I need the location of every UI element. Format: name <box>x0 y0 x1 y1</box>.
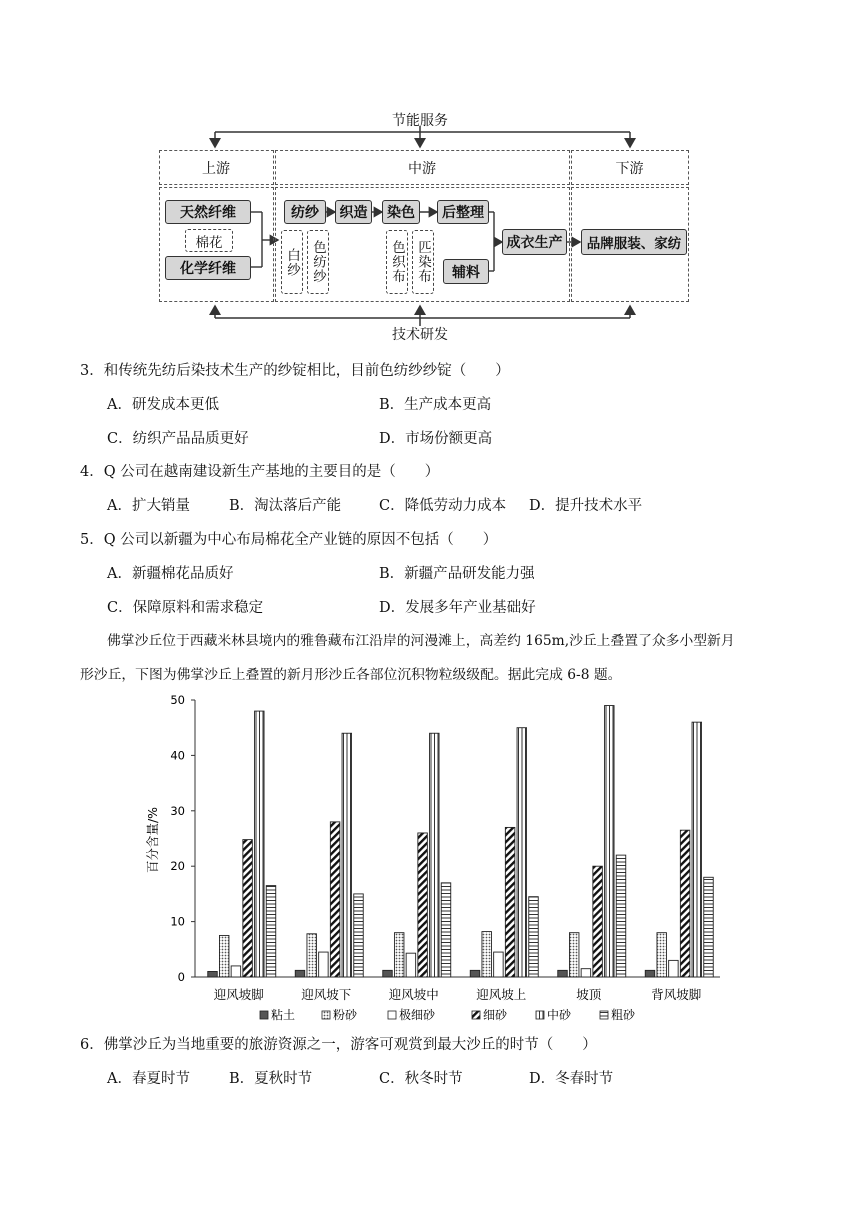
x-tick-label: 迎风坡脚 <box>213 987 264 1002</box>
bar-中砂-迎风坡中 <box>430 733 440 977</box>
q5-stem: 5．Q 公司以新疆为中心布局棉花全产业链的原因不包括（ ） <box>80 532 498 548</box>
q5-option-c: C．保障原料和需求稳定 <box>107 600 264 616</box>
bar-粉砂-迎风坡脚 <box>219 935 229 977</box>
bar-粉砂-背风坡脚 <box>657 933 667 977</box>
legend-swatch-粗砂 <box>600 1011 608 1019</box>
bar-粗砂-迎风坡上 <box>529 897 539 977</box>
legend-swatch-细砂 <box>472 1011 480 1019</box>
upstream-label: 上游 <box>202 161 230 177</box>
bar-粗砂-迎风坡脚 <box>266 886 276 977</box>
q5-option-d: D．发展多年产业基础好 <box>379 600 536 616</box>
q6-option-b: B．夏秋时节 <box>229 1071 313 1087</box>
q6-option-c: C．秋冬时节 <box>379 1071 463 1087</box>
bar-细砂-迎风坡下 <box>330 822 340 977</box>
legend-label-极细砂: 极细砂 <box>399 1008 436 1022</box>
legend-swatch-粘土 <box>260 1011 268 1019</box>
intro-line-2: 形沙丘，下图为佛掌沙丘上叠置的新月形沙丘各部位沉积物粒级级配。据此完成 6-8 题。 <box>80 667 622 683</box>
y-tick-label: 50 <box>170 693 185 707</box>
intro-line-1: 佛掌沙丘位于西藏米林县境内的雅鲁藏布江沿岸的河漫滩上，高差约 165m,沙丘上叠置了众多小型新月 <box>107 633 735 649</box>
bar-粗砂-背风坡脚 <box>704 877 714 977</box>
color-cloth-box: 色织布 <box>386 230 408 294</box>
legend-swatch-极细砂 <box>388 1011 396 1019</box>
midstream-label: 中游 <box>408 161 436 177</box>
x-tick-label: 迎风坡下 <box>301 987 352 1002</box>
dyeing-box: 染色 <box>382 200 420 224</box>
bar-粗砂-迎风坡下 <box>354 894 364 977</box>
y-tick-label: 30 <box>170 803 185 818</box>
x-tick-label: 迎风坡中 <box>388 987 439 1002</box>
q4-option-d: D．提升技术水平 <box>529 498 643 514</box>
legend-label-中砂: 中砂 <box>547 1008 572 1022</box>
q6-option-d: D．冬春时节 <box>529 1071 614 1087</box>
x-tick-label: 坡顶 <box>576 987 602 1002</box>
q6-option-a: A．春夏时节 <box>107 1071 190 1087</box>
bar-粉砂-迎风坡上 <box>482 932 492 977</box>
legend-swatch-中砂 <box>536 1011 544 1019</box>
bar-中砂-迎风坡脚 <box>255 711 264 977</box>
white-yarn-box: 白纱 <box>281 230 303 294</box>
bar-粉砂-迎风坡中 <box>394 933 404 977</box>
downstream-header-box <box>571 150 689 185</box>
weaving-box: 织造 <box>335 200 372 224</box>
y-tick-label: 20 <box>170 859 185 874</box>
bar-细砂-迎风坡中 <box>418 833 428 977</box>
bar-细砂-迎风坡上 <box>505 827 514 977</box>
bar-中砂-背风坡脚 <box>692 722 702 977</box>
q5-option-a: A．新疆棉花品质好 <box>107 566 234 582</box>
bar-粘土-迎风坡下 <box>295 970 305 977</box>
energy-service-label: 节能服务 <box>392 113 448 129</box>
bar-细砂-坡顶 <box>593 866 603 977</box>
bar-粘土-背风坡脚 <box>645 970 655 977</box>
q4-option-c: C．降低劳动力成本 <box>379 498 507 514</box>
bar-细砂-迎风坡脚 <box>243 840 253 977</box>
q4-stem: 4．Q 公司在越南建设新生产基地的主要目的是（ ） <box>80 464 440 480</box>
bar-粗砂-坡顶 <box>616 855 626 977</box>
spinning-box: 纺纱 <box>284 200 326 224</box>
legend-label-细砂: 细砂 <box>483 1008 508 1022</box>
y-axis-label: 百分含量/% <box>145 806 160 874</box>
chemical-fiber-box: 化学纤维 <box>165 256 251 280</box>
bar-极细砂-迎风坡中 <box>406 953 416 977</box>
bar-细砂-背风坡脚 <box>680 830 690 977</box>
y-tick-label: 10 <box>170 914 185 929</box>
bar-极细砂-坡顶 <box>581 969 591 977</box>
brand-apparel-box: 品牌服装、家纺 <box>581 229 687 255</box>
grain-size-chart <box>140 690 740 1025</box>
color-yarn-box: 色纺纱 <box>307 230 329 294</box>
bar-极细砂-迎风坡脚 <box>231 966 241 977</box>
bar-极细砂-背风坡脚 <box>669 960 679 977</box>
bar-粗砂-迎风坡中 <box>441 883 451 977</box>
tech-rd-label: 技术研发 <box>392 327 448 343</box>
q3-option-a: A．研发成本更低 <box>107 397 219 413</box>
legend-label-粘土: 粘土 <box>271 1008 296 1022</box>
legend-label-粉砂: 粉砂 <box>333 1008 358 1022</box>
q4-option-b: B．淘汰落后产能 <box>229 498 342 514</box>
bar-粘土-坡顶 <box>558 970 568 977</box>
midstream-header-box <box>275 150 570 185</box>
q5-option-b: B．新疆产品研发能力强 <box>379 566 535 582</box>
dyed-cloth-box: 匹染布 <box>412 230 434 294</box>
bar-粘土-迎风坡中 <box>383 970 393 977</box>
bar-粘土-迎风坡脚 <box>208 971 218 977</box>
x-tick-label: 背风坡脚 <box>651 987 702 1002</box>
garment-box: 成衣生产 <box>502 229 567 255</box>
bar-中砂-迎风坡上 <box>517 728 527 977</box>
q3-option-c: C．纺织产品品质更好 <box>107 431 249 447</box>
upstream-header-box <box>159 150 274 185</box>
legend-swatch-粉砂 <box>322 1011 330 1019</box>
q6-stem: 6．佛掌沙丘为当地重要的旅游资源之一，游客可观赏到最大沙丘的时节（ ） <box>80 1037 597 1053</box>
x-tick-label: 迎风坡上 <box>476 987 527 1002</box>
y-tick-label: 40 <box>170 748 185 763</box>
q4-option-a: A．扩大销量 <box>107 498 190 514</box>
legend-label-粗砂: 粗砂 <box>611 1008 636 1022</box>
natural-fiber-box: 天然纤维 <box>165 200 251 224</box>
bar-粉砂-迎风坡下 <box>307 934 317 977</box>
y-tick-label: 0 <box>177 970 185 984</box>
bar-中砂-坡顶 <box>605 706 615 977</box>
bar-粉砂-坡顶 <box>569 933 579 977</box>
accessories-box: 辅料 <box>443 259 489 284</box>
q3-option-b: B．生产成本更高 <box>379 397 492 413</box>
q3-stem: 3．和传统先纺后染技术生产的纱锭相比，目前色纺纱纱锭（ ） <box>80 363 510 379</box>
q3-option-d: D．市场份额更高 <box>379 431 493 447</box>
downstream-label: 下游 <box>615 161 644 177</box>
finishing-box: 后整理 <box>437 200 489 224</box>
bar-极细砂-迎风坡上 <box>494 952 504 977</box>
cotton-box: 棉花 <box>185 229 233 252</box>
bar-中砂-迎风坡下 <box>342 733 352 977</box>
bar-粘土-迎风坡上 <box>470 970 480 977</box>
bar-极细砂-迎风坡下 <box>319 952 329 977</box>
